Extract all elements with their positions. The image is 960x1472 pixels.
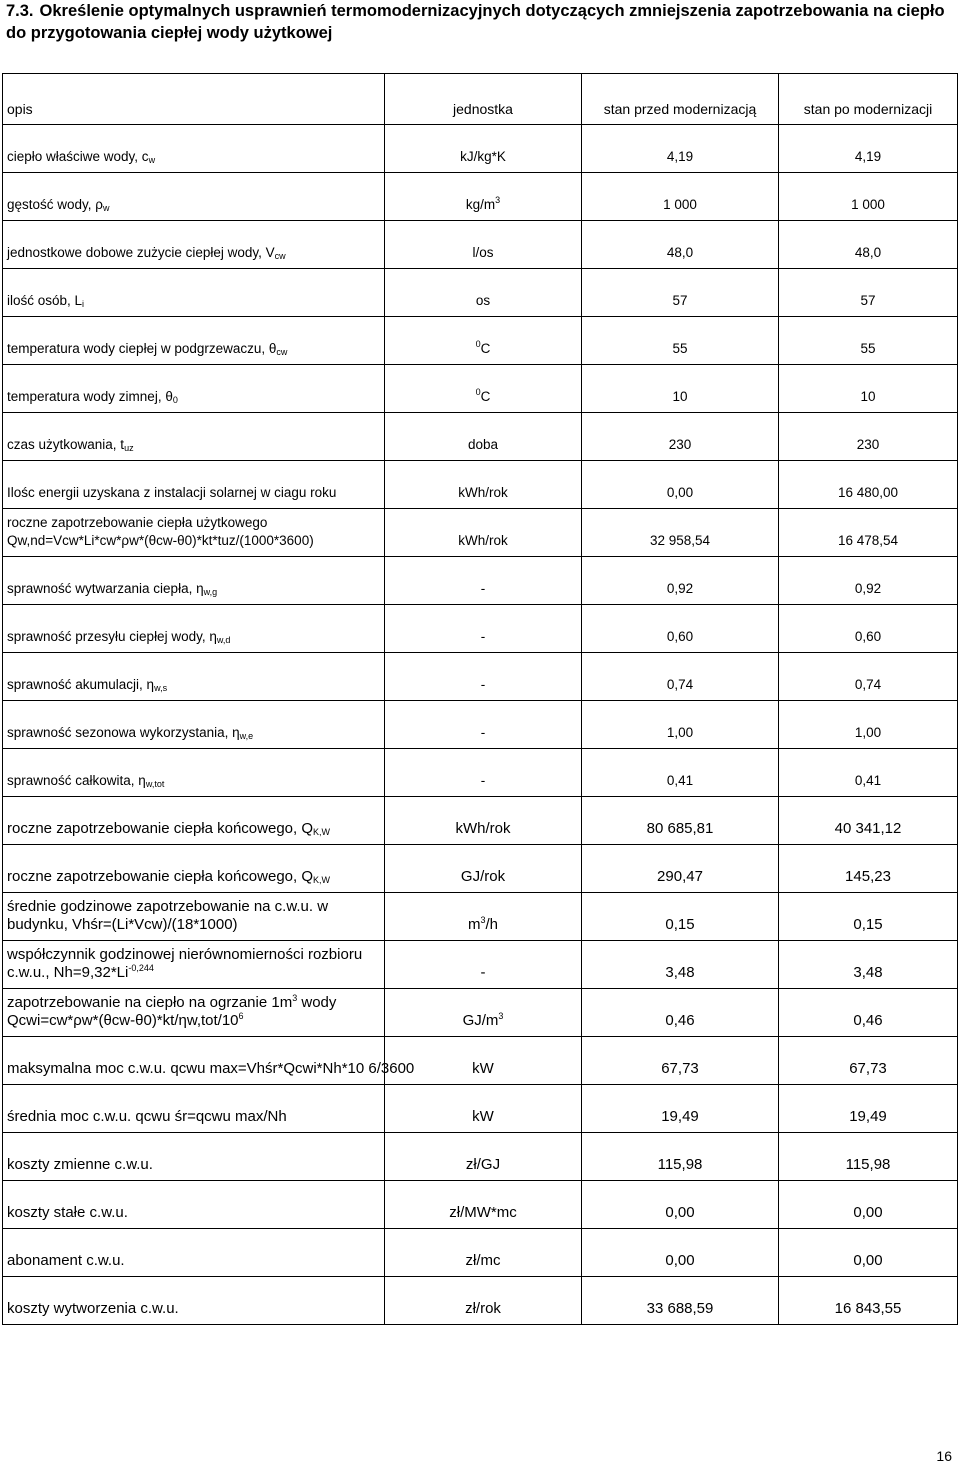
row-before: 0,00 <box>582 1229 779 1277</box>
table-row <box>3 413 958 461</box>
row-formula: cwu max=Vhśr*Qcwi*Nh*10 6/3600 <box>178 1060 415 1077</box>
table-row <box>3 125 958 173</box>
row-unit: os <box>385 269 582 317</box>
row-after: 57 <box>779 269 958 317</box>
row-unit: $^0$C <box>385 317 582 365</box>
table-row <box>3 989 958 1037</box>
row-before: 0,74 <box>582 653 779 701</box>
header-before: stan przed modernizacją <box>582 74 779 125</box>
row-unit: kW <box>385 1085 582 1133</box>
header-jednostka: jednostka <box>385 74 582 125</box>
table-row <box>3 605 958 653</box>
row-unit: kWh/rok <box>385 797 582 845</box>
row-label: sprawność całkowita, $\eta_{w,tot}$ <box>3 749 385 797</box>
table-row <box>3 269 958 317</box>
row-label: koszty zmienne c.w.u. <box>3 1133 385 1181</box>
row-after: 0,92 <box>779 557 958 605</box>
row-unit: zł/mc <box>385 1229 582 1277</box>
row-unit: kW <box>385 1037 582 1085</box>
row-before: 1 000 <box>582 173 779 221</box>
row-formula: c.w.u., $Nh=9,32*Li^{-0,244}$ <box>7 963 154 981</box>
row-after: 1,00 <box>779 701 958 749</box>
table-row <box>3 1181 958 1229</box>
table-header-row <box>3 74 958 125</box>
header-after: stan po modernizacji <box>779 74 958 125</box>
row-after: 0,46 <box>779 989 958 1037</box>
row-label: sprawność akumulacji, $\eta_{w,s}$ <box>3 653 385 701</box>
row-label: średnia moc c.w.u. qcwu śr=qcwu max/Nh <box>3 1085 385 1133</box>
row-label: czas użytkowania, $t_{uz}$ <box>3 413 385 461</box>
row-label: gęstość wody, $\rho_w$ <box>3 173 385 221</box>
row-unit: - <box>385 701 582 749</box>
table-row <box>3 317 958 365</box>
row-label: temperatura wody ciepłej w podgrzewaczu, $\theta_{cw}$ <box>3 317 385 365</box>
row-before: 0,00 <box>582 1181 779 1229</box>
table-row <box>3 365 958 413</box>
row-before: 4,19 <box>582 125 779 173</box>
row-after: 0,15 <box>779 893 958 941</box>
table-row <box>3 941 958 989</box>
row-label: współczynnik godzinowej nierównomierności rozbioru c.w.u., $Nh=9,32*Li^{-0,244}$ <box>3 941 385 989</box>
row-after: 0,74 <box>779 653 958 701</box>
row-after: 19,49 <box>779 1085 958 1133</box>
page-number: 16 <box>936 1448 952 1464</box>
row-before: 290,47 <box>582 845 779 893</box>
table-row <box>3 1085 958 1133</box>
row-unit: $m^3/h$ <box>385 893 582 941</box>
row-unit: kWh/rok <box>385 509 582 557</box>
row-unit: - <box>385 653 582 701</box>
row-after: 0,00 <box>779 1229 958 1277</box>
row-label: abonament c.w.u. <box>3 1229 385 1277</box>
table-row <box>3 173 958 221</box>
table-row <box>3 1037 958 1085</box>
row-after: 48,0 <box>779 221 958 269</box>
row-after: 4,19 <box>779 125 958 173</box>
table-row <box>3 1133 958 1181</box>
row-unit: zł/MW*mc <box>385 1181 582 1229</box>
row-before: 67,73 <box>582 1037 779 1085</box>
row-after: 40 341,12 <box>779 797 958 845</box>
row-before: 230 <box>582 413 779 461</box>
row-before: 0,60 <box>582 605 779 653</box>
row-unit: $GJ/m^3$ <box>385 989 582 1037</box>
row-label: średnie godzinowe zapotrzebowanie na c.w.u. w budynku, Vhśr=(Li*Vcw)/(18*1000) <box>3 893 385 941</box>
header-opis: opis <box>3 74 385 125</box>
row-before: 0,00 <box>582 461 779 509</box>
table-row <box>3 797 958 845</box>
row-label: sprawność wytwarzania ciepła, $\eta_{w,g}$ <box>3 557 385 605</box>
row-before: 57 <box>582 269 779 317</box>
row-label: koszty stałe c.w.u. <box>3 1181 385 1229</box>
table-row <box>3 1229 958 1277</box>
row-after: 16 480,00 <box>779 461 958 509</box>
row-label: ciepło właściwe wody, $c_w$ <box>3 125 385 173</box>
row-unit: GJ/rok <box>385 845 582 893</box>
row-before: 0,15 <box>582 893 779 941</box>
row-unit: $kg/m^3$ <box>385 173 582 221</box>
table-row <box>3 509 958 557</box>
row-after: 16 478,54 <box>779 509 958 557</box>
table-row <box>3 221 958 269</box>
row-label: temperatura wody zimnej, $\theta_0$ <box>3 365 385 413</box>
row-before: 33 688,59 <box>582 1277 779 1325</box>
row-before: 19,49 <box>582 1085 779 1133</box>
row-unit: l/os <box>385 221 582 269</box>
row-unit: zł/rok <box>385 1277 582 1325</box>
row-unit: - <box>385 941 582 989</box>
row-after: 1 000 <box>779 173 958 221</box>
row-unit: $^0$C <box>385 365 582 413</box>
row-label: zapotrzebowanie na ciepło na ogrzanie $1m^3$ wody $Qcwi=cw*\rho w*(\theta cw-\theta 0)*kt/\eta w,tot/10^6$ <box>3 989 385 1037</box>
row-after: 0,00 <box>779 1181 958 1229</box>
row-before: 0,92 <box>582 557 779 605</box>
row-after: 0,41 <box>779 749 958 797</box>
row-after: 230 <box>779 413 958 461</box>
row-unit: - <box>385 605 582 653</box>
section-number: 7.3. <box>6 2 34 20</box>
row-formula: cwu śr=qcwu max/Nh <box>143 1108 287 1125</box>
row-label: roczne zapotrzebowanie ciepła końcowego, $Q_{K,W}$ <box>3 797 385 845</box>
row-formula: budynku, Vhśr=(Li*Vcw)/(18*1000) <box>7 916 238 933</box>
row-label: roczne zapotrzebowanie ciepła końcowego, $Q_{K,W}$ <box>3 845 385 893</box>
row-label: sprawność przesyłu ciepłej wody, $\eta_{w,d}$ <box>3 605 385 653</box>
row-before: 10 <box>582 365 779 413</box>
row-formula: $Qcwi=cw*\rho w*(\theta cw-\theta 0)*kt/\eta w,tot/10^6$ <box>7 1011 244 1029</box>
table-row <box>3 749 958 797</box>
row-before: 48,0 <box>582 221 779 269</box>
row-before: 32 958,54 <box>582 509 779 557</box>
row-after: 115,98 <box>779 1133 958 1181</box>
table-row <box>3 653 958 701</box>
row-after: 67,73 <box>779 1037 958 1085</box>
row-before: 80 685,81 <box>582 797 779 845</box>
heat-demand-table <box>2 73 958 1325</box>
table-row <box>3 893 958 941</box>
row-unit: doba <box>385 413 582 461</box>
row-label: Ilośc energii uzyskana z instalacji solarnej w ciagu roku <box>3 461 385 509</box>
row-before: 3,48 <box>582 941 779 989</box>
row-formula: Qw,nd=Vcw*Li*cw*ρw*(θcw-θ0)*kt*tuz/(1000*3600) <box>7 533 314 548</box>
row-label: sprawność sezonowa wykorzystania, $\eta_{w,e}$ <box>3 701 385 749</box>
table-row <box>3 557 958 605</box>
row-label: koszty wytworzenia c.w.u. <box>3 1277 385 1325</box>
row-after: 3,48 <box>779 941 958 989</box>
row-before: 1,00 <box>582 701 779 749</box>
row-after: 55 <box>779 317 958 365</box>
row-label: roczne zapotrzebowanie ciepła użytkowego Qw,nd=Vcw*Li*cw*ρw*(θcw-θ0)*kt*tuz/(1000*3600) <box>3 509 385 557</box>
row-before: 55 <box>582 317 779 365</box>
section-title: Określenie optymalnych usprawnień termomodernizacyjnych dotyczących zmniejszenia zapotrzebowania na ciepło do przygotowania ciepłej wody użytkowej <box>6 2 945 42</box>
table-row <box>3 701 958 749</box>
row-unit: - <box>385 749 582 797</box>
row-after: 0,60 <box>779 605 958 653</box>
row-before: 0,41 <box>582 749 779 797</box>
row-before: 115,98 <box>582 1133 779 1181</box>
row-after: 16 843,55 <box>779 1277 958 1325</box>
row-unit: kJ/kg*K <box>385 125 582 173</box>
section-heading <box>6 0 954 44</box>
table-row <box>3 845 958 893</box>
row-unit: zł/GJ <box>385 1133 582 1181</box>
row-unit: kWh/rok <box>385 461 582 509</box>
row-after: 10 <box>779 365 958 413</box>
row-unit: - <box>385 557 582 605</box>
table-row <box>3 461 958 509</box>
row-label: jednostkowe dobowe zużycie ciepłej wody, $V_{cw}$ <box>3 221 385 269</box>
row-after: 145,23 <box>779 845 958 893</box>
row-label: ilość osób, $L_i$ <box>3 269 385 317</box>
row-label: maksymalna moc c.w.u. qcwu max=Vhśr*Qcwi*Nh*10 6/3600 <box>3 1037 385 1085</box>
table-row <box>3 1277 958 1325</box>
row-before: 0,46 <box>582 989 779 1037</box>
